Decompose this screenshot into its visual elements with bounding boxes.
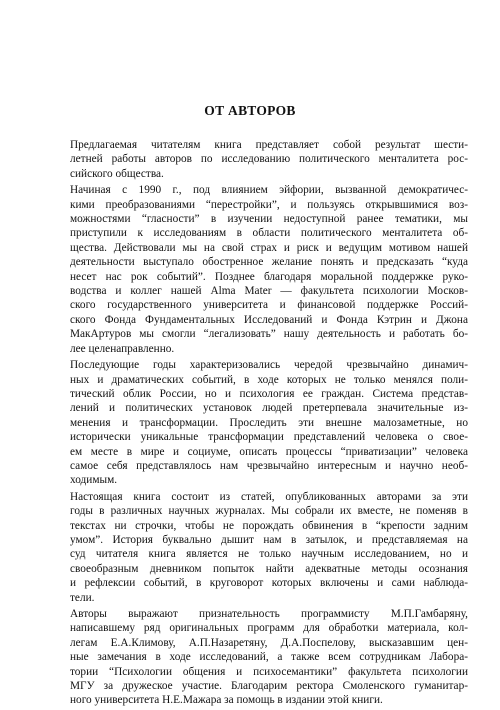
page-title: ОТ АВТОРОВ: [204, 103, 296, 118]
text-line: ского государственного университета и финансовой поддержке Россий-: [70, 299, 468, 312]
text-line: несет нас рок событий”. Позднее благодаря моральной поддержке руко-: [70, 270, 468, 283]
text-line: суд читателя книга является не только научным исследованием, но и: [70, 548, 468, 561]
text-line: кими преобразованиями “перестройки”, и пользуясь открывшимися воз-: [70, 198, 468, 211]
text-line: МакАртуров мы смогли “легализовать” нашу деятельность и работать бо-: [70, 328, 468, 341]
text-line: ные замечания в ходе исследований, а также всем сотрудникам Лабора-: [70, 651, 468, 664]
text-line: МГУ за дружеское участие. Благодарим ректора Смоленского гуманитар-: [70, 680, 468, 693]
text-line: тории “Психологии общения и психосемантики” факультета психологии: [70, 665, 468, 678]
text-line: сийского общества.: [70, 167, 164, 180]
text-line: тели.: [70, 591, 95, 604]
text-line: написавшему ряд оригинальных программ для обработки материала, кол-: [70, 622, 468, 635]
text-line: своеобразным дневником попыток найти адекватные методы осознания: [70, 562, 468, 575]
text-line: Предлагаемая читателям книга представляет собой результат шести-: [70, 139, 468, 151]
body-text: [56, 138, 468, 710]
text-line: приступили к исследованиям в области политического менталитета об-: [70, 227, 468, 240]
text-line: текстах ни строчки, чтобы не порождать обвинения в “крепости задним: [70, 519, 468, 532]
paragraph-2: [56, 183, 468, 356]
text-line: деятельности выступало обостренное желание понять и предсказать “куда: [70, 256, 468, 269]
text-line: ного университета Н.Е.Мажара за помощь в издании этой книги.: [70, 694, 383, 707]
text-line: Начиная с 1990 г., под влиянием эйфории, вызванной демократичес-: [70, 184, 468, 197]
text-line: ем месте в мире и социуме, описать процессы “приватизации” человека: [70, 445, 468, 458]
paragraph-5: [56, 607, 468, 708]
text-line: умом”. История буквально дышит нам в затылок, и представляемая на: [70, 533, 468, 546]
text-line: и рефлексии событий, в круговорот которых включены и сами наблюда-: [70, 577, 468, 590]
text-line: лее целенаправленно.: [70, 342, 175, 355]
text-line: Последующие годы характеризовались чередой чрезвычайно динамич-: [70, 359, 468, 372]
text-line: Авторы выражают признательность программисту М.П.Гамбаряну,: [70, 608, 468, 620]
text-line: самое себя представлялось нам чрезвычайно интересным и научно необ-: [70, 459, 468, 472]
text-line: можностями “гласности” в изучении недоступной ранее тематики, мы: [70, 213, 468, 226]
text-line: исторически уникальные трансформации представлений человека о свое-: [70, 431, 468, 444]
text-line: менения и трансформации. Проследить эти внешне малозаметные, но: [70, 416, 468, 429]
paragraph-1: [56, 138, 468, 181]
paragraph-3: [56, 358, 468, 488]
text-line: легам Е.А.Климову, А.П.Назаретяну, Д.А.Поспелову, высказавшим цен-: [70, 636, 468, 649]
text-line: тический облик России, но и психология ее граждан. Система представ-: [70, 387, 468, 400]
text-line: летней работы авторов по исследованию политического менталитета рос-: [70, 153, 468, 166]
text-line: ходимым.: [70, 474, 118, 487]
paragraph-4: [56, 490, 468, 605]
text-line: ского Фонда Фундаментальных Исследований и Фонда Кэтрин и Джона: [70, 313, 468, 326]
text-line: годы в различных научных журналах. Мы собрали их вместе, не поменяв в: [70, 505, 468, 518]
text-line: Настоящая книга состоит из статей, опубликованных авторами за эти: [70, 490, 468, 503]
text-line: щества. Действовали мы на свой страх и риск и ведущим мотивом нашей: [70, 241, 468, 254]
text-line: лений и политических установок людей претерпевала значительные из-: [70, 402, 468, 415]
text-line: ных и драматических событий, в ходе которых не только менялся поли-: [70, 373, 468, 386]
text-line: водства и коллег нашей Alma Mater — факультета психологии Москов-: [70, 285, 468, 298]
